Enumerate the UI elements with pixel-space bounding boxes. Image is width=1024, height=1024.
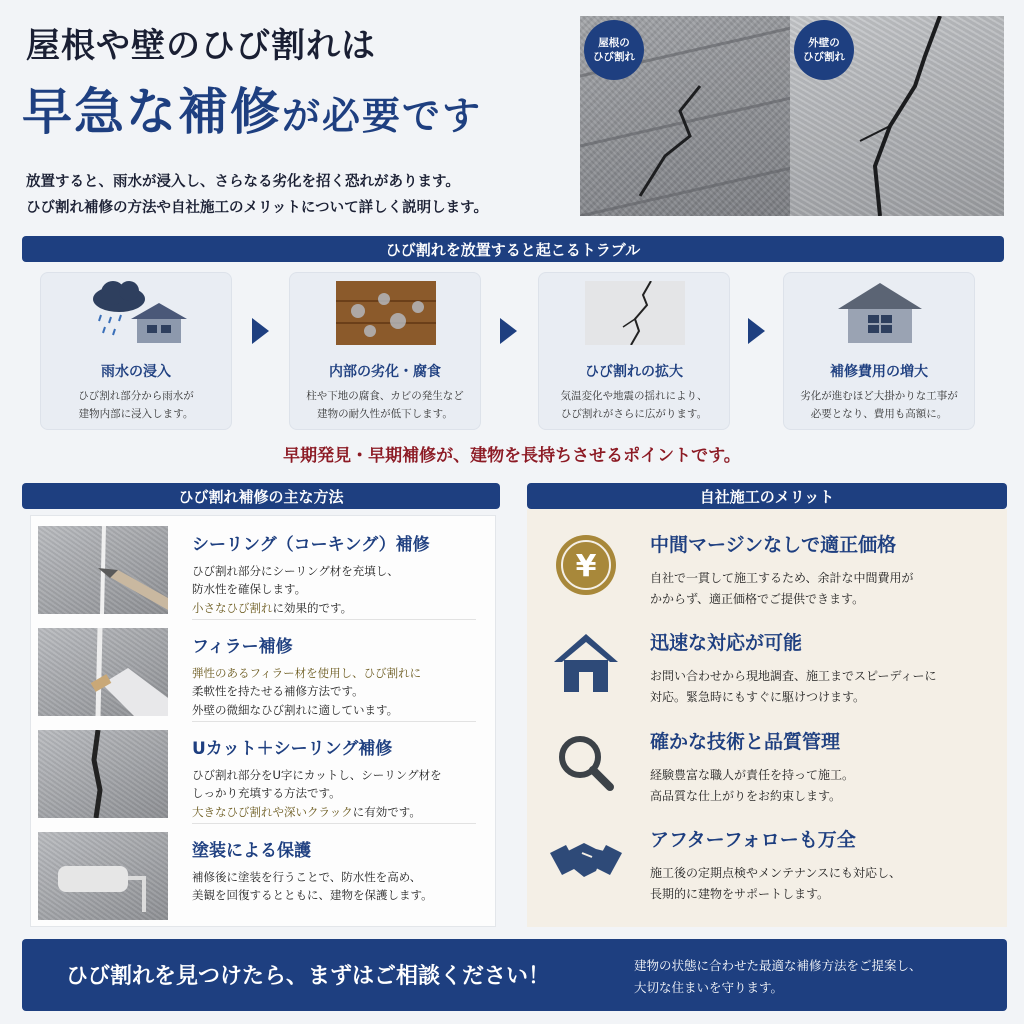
trouble-card-desc: 気温変化や地震の揺れにより、 ひび割れがさらに広がります。 xyxy=(560,390,708,421)
method-desc-line: 防水性を確保します。 xyxy=(192,582,307,597)
method-desc-line: しっかり充填する方法です。 xyxy=(192,786,341,801)
merit-desc-line: かからず、適正価格でご提供できます。 xyxy=(650,592,865,606)
merit-title: アフターフォローも万全 xyxy=(650,829,856,851)
merit-desc-line: 施工後の定期点検やメンテナンスにも対応し、 xyxy=(650,866,902,880)
method-desc-line: 美観を回復するとともに、建物を保護します。 xyxy=(192,888,433,903)
sealing-photo xyxy=(38,526,168,614)
merit-desc xyxy=(650,666,937,708)
merit-desc-line: 対応。緊急時にもすぐに駆けつけます。 xyxy=(650,690,866,704)
method-title: シーリング（コーキング）補修 xyxy=(192,535,430,555)
merit-desc-line: 経験豊富な職人が責任を持って施工。 xyxy=(650,768,855,782)
method-desc-line: 柔軟性を持たせる補修方法です。 xyxy=(192,684,364,699)
wall-crack-icon xyxy=(585,281,685,345)
intro-text-line1: 放置すると、雨水が浸入し、さらなる劣化を招く恐れがあります。 xyxy=(26,174,460,190)
rain-cloud-house-icon xyxy=(87,281,187,345)
page-title-line1: 屋根や壁のひび割れは xyxy=(26,26,376,66)
wall-crack-photo xyxy=(790,16,1004,216)
yen-coin-icon xyxy=(548,532,624,598)
method-highlight: 大きなひび割れや深いクラック xyxy=(192,804,353,819)
footer-sub-text xyxy=(634,955,922,999)
paint-roller-drawing xyxy=(38,832,168,920)
method-item-sealing xyxy=(36,522,494,614)
wall-photo-badge: 外壁の ひび割れ xyxy=(794,20,854,80)
merit-title: 迅速な対応が可能 xyxy=(650,632,803,654)
title-rest: が必要です xyxy=(282,94,483,138)
ucut-crack-drawing xyxy=(38,730,168,818)
roof-crack-photo xyxy=(580,16,800,216)
method-desc-line: 補修後に塗装を行うことで、防水性を高め、 xyxy=(192,870,422,884)
trouble-card-rain xyxy=(40,272,232,430)
merit-item-aftercare xyxy=(540,817,1000,913)
divider xyxy=(192,721,476,722)
flow-arrow-icon xyxy=(252,318,269,344)
method-title: 塗装による保護 xyxy=(192,841,311,861)
merit-desc xyxy=(650,765,854,807)
method-desc-line xyxy=(192,803,442,821)
footer-sub-line: 大切な住まいを守ります。 xyxy=(634,979,784,995)
intro-text-line2: ひび割れ補修の方法や自社施工のメリットについて詳しく説明します。 xyxy=(26,200,488,216)
ucut-photo xyxy=(38,730,168,818)
footer-banner xyxy=(22,939,1007,1011)
method-desc xyxy=(192,562,399,617)
method-desc-rest: に有効です。 xyxy=(352,804,421,819)
method-item-ucut xyxy=(36,726,494,818)
flow-arrow-icon xyxy=(748,318,765,344)
method-title: Uカット＋シーリング補修 xyxy=(192,739,393,759)
divider xyxy=(192,619,476,620)
merit-desc-line: 高品質な仕上がりをお約束します。 xyxy=(650,789,842,803)
method-desc-line: ひび割れ部分をU字にカットし、シーリング材を xyxy=(192,768,442,782)
painting-photo xyxy=(38,832,168,920)
merit-desc-line: 長期的に建物をサポートします。 xyxy=(650,887,830,901)
footer-sub-line: 建物の状態に合わせた最適な補修方法をご提案し、 xyxy=(634,958,922,973)
merit-title: 中間マージンなしで適正価格 xyxy=(650,534,897,556)
trouble-card-cost xyxy=(783,272,975,430)
flow-arrow-icon xyxy=(500,318,517,344)
title-emphasis: 早急な補修 xyxy=(22,83,282,141)
method-desc-line: ひび割れ部分にシーリング材を充填し、 xyxy=(192,564,399,578)
method-desc-rest: に効果的です。 xyxy=(272,600,353,615)
roof-photo-badge: 屋根の ひび割れ xyxy=(584,20,644,80)
method-desc xyxy=(192,766,442,821)
merits-section-heading: 自社施工のメリット xyxy=(527,483,1007,509)
merit-desc xyxy=(650,863,901,905)
trouble-card-desc: ひび割れ部分から雨水が 建物内部に浸入します。 xyxy=(78,390,194,421)
svg-text:¥: ¥ xyxy=(575,549,597,584)
page-title-line2 xyxy=(22,72,482,144)
trouble-card-title: 補修費用の増大 xyxy=(830,364,928,380)
merit-desc-line: お問い合わせから現地調査、施工までスピーディーに xyxy=(650,669,937,683)
trouble-section-heading: ひび割れを放置すると起こるトラブル xyxy=(22,236,1004,262)
method-title: フィラー補修 xyxy=(192,637,293,657)
handshake-icon xyxy=(548,827,624,893)
method-highlight: 小さなひび割れ xyxy=(192,600,273,615)
method-desc xyxy=(192,868,433,905)
method-desc xyxy=(192,664,421,719)
magnifier-icon xyxy=(548,729,624,795)
method-item-painting xyxy=(36,828,494,920)
merit-desc-line: 自社で一貫して施工するため、余計な中間費用が xyxy=(650,571,914,585)
trouble-card-title: 内部の劣化・腐食 xyxy=(329,364,441,380)
trouble-card-rot xyxy=(289,272,481,430)
method-desc-line: 弾性のあるフィラー材を使用し、ひび割れに xyxy=(192,666,422,680)
merit-item-price xyxy=(540,522,1000,618)
trouble-card-desc: 劣化が進むほど大掛かりな工事が 必要となり、費用も高額に。 xyxy=(800,390,958,421)
merit-item-quality xyxy=(540,719,1000,815)
trouble-card-crack xyxy=(538,272,730,430)
merit-desc xyxy=(650,568,914,610)
trouble-card-title: 雨水の浸入 xyxy=(101,364,171,380)
divider xyxy=(192,823,476,824)
rotten-wood-icon xyxy=(336,281,436,345)
house-icon xyxy=(830,281,930,345)
trouble-note: 早期発見・早期補修が、建物を長持ちさせるポイントです。 xyxy=(283,446,741,466)
methods-section-heading: ひび割れ補修の主な方法 xyxy=(22,483,500,509)
method-item-filler xyxy=(36,624,494,716)
trouble-card-desc: 柱や下地の腐食、カビの発生など 建物の耐久性が低下します。 xyxy=(306,390,464,421)
filler-photo xyxy=(38,628,168,716)
merit-item-speed xyxy=(540,620,1000,716)
method-desc-line xyxy=(192,599,399,617)
footer-cta-text: ひび割れを見つけたら、まずはご相談ください！ xyxy=(66,964,551,989)
trouble-card-title: ひび割れの拡大 xyxy=(585,364,683,380)
house-icon xyxy=(548,630,624,696)
caulking-gun-drawing xyxy=(38,526,168,614)
merit-title: 確かな技術と品質管理 xyxy=(650,731,841,753)
method-desc-line: 外壁の微細なひび割れに適しています。 xyxy=(192,702,399,717)
brush-drawing xyxy=(38,628,168,716)
